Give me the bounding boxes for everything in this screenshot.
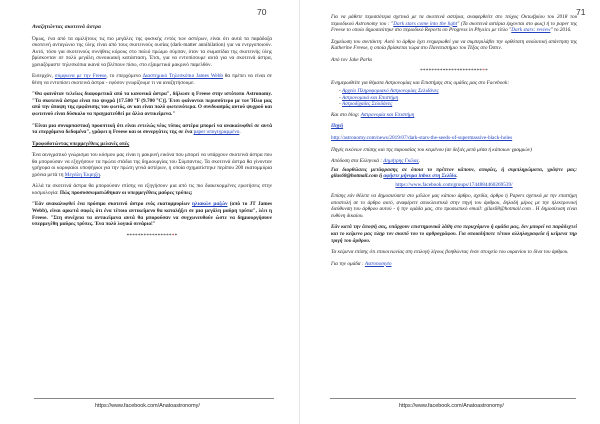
- team-credit: Για την ομάδα : Αstronomyto: [331, 260, 392, 267]
- link[interactable]: Αρχείο Πληροφοριακό Αστρονομίας Σελιδάνες: [341, 88, 439, 95]
- list-item: - Αρχείο Πληροφοριακό Αστρονομίας Σελιδάνες: [339, 88, 439, 95]
- quote-paragraph: "Εάν ανακαλυφθεί ένα πρόσιμο σκοτεινό άστρο ενός εκατομμυρίων ηλιακών μαζών (από το JT James Webb), είναι αρκετά σαφές ότι ένα τέτοιο αντικείμενο θα καταλήξει σε μια μεγάλη μαύρη τρύπα", λέει η Freese. "Στη συνέχεια τα αντικείμενα αυτά θα μπορούσαν να συγχωνευθούν ώστε να δημιουργήσουν υπερμεγέθη μαύρες τρύπες. Ένα πολύ λογικό σενάριο!": [32, 201, 273, 228]
- source-url[interactable]: http://astronomy.com/news/2019/07/dark-stars-the-seeds-of-supermassive-black-holes: [331, 134, 513, 141]
- blog-line: Και στο blog: Αστρονομία και Επιστήμη: [331, 111, 415, 118]
- footer-divider: [34, 398, 274, 399]
- right-page: [300, 0, 600, 424]
- source-heading[interactable]: Πηγή: [331, 123, 344, 130]
- quote-paragraph: "Θα φαινόταν τελείως διαφορετικά από τα κανονικά άστρα", δήλωσε η Freese στην ιστότοπο Astronomy. "Τα σκοτεινά άστρα είναι πιο ψυχρά [17.500 °F (9.700 °C)]. Έτσι φαίνονται περισσότερο με τον Ήλιο μας από την άποψη της εμφάνισης του φωτός, αν και είναι πολύ φωτεινότερα. Ο συνδυασμός αυτού ψυχρού και φωτεινού είναι δύσκολο να πραγματεύθεί με άλλα αντικείμενα.": [32, 91, 272, 118]
- link[interactable]: Δημήτρης Γκίλας: [383, 158, 419, 165]
- paragraph: Ένα αινιγματικό γνώρισμα του κόσμου μας είναι η μακρινή εικόνα που μπορεί να υπάρχουν σκοτεινά άστρα που θα μπορούσαν να εξηγήσουν τα πρώτα στάδια της δημιουργίας του Σύμπαντος. Τα σκοτεινά άστρα θα γίνονταν γρήγορα οι κορυφαίοι υποψήφιοι για την πρώτη γενιά αστέρων, η οποία σχηματίστηκε περίπου 200 εκατομμύρια χρόνια μετά τη Μεγάλη Έκρηξη.: [32, 152, 272, 178]
- thanks-note: Τα κείμενα επίσης ότι επικοινωνίας στη επιλογή λίγους βοηθώντας έναν στοιχείο του ουρανίου το δίνα του άρθρου.: [331, 249, 569, 256]
- author-line: Από τον Jake Parks: [331, 56, 373, 63]
- editor-note: Σημείωση του συντάκτη: Αυτό το άρθρο έχει ενημερωθεί για να συμπεριλάβει την ορθότατη αναλυτική απάντηση της Katherine Freese, η οποία βρίσκεται τώρα στο Πανεπιστήμιο του Τέξας στο Όστιν.: [331, 38, 577, 52]
- link[interactable]: Μεγάλη Έκρηξη: [64, 171, 101, 178]
- link[interactable]: σύμφωνα με την Freese: [54, 73, 107, 80]
- footer-divider: [330, 398, 576, 399]
- subheading: Τροφοδοτώντας υπερμεγέθεις μελανές οπές: [32, 140, 130, 147]
- quote-paragraph: "Είναι μια συναρπαστική προοπτική ότι είναι εντελώς νέος τύπος αστέρα μπορεί να ανακαλυφθεί σε αυτά τα επερχόμενα δεδομένα", γράφει η Freese και οι συνεργάτες της σε ένα paper υπογεγραμμένο.: [32, 122, 272, 136]
- paragraph: Για να μάθετε περισσότερα σχετικά με τα σκοτεινά αστέρια, αναφερθείτε στο τεύχος Οκτωβρίου του 2018 του περιοδικού Astronomy του : "Dark stars come into the light" (Τα σκοτεινά αστέρια έρχονται στο φως) ή το paper της Freese το οποίο δημοσιεύτηκε στο περιοδικό Reports on Progress in Physics με τίτλο "Dark stars: review" το 2016.: [331, 14, 578, 34]
- link[interactable]: Αstronomyto: [364, 260, 392, 267]
- closing-note: Εάν κατά την άποψή σας, υπάρχουν επιστημονικά λάθη στο περιεχόμενο ή ομάδα μας, δεν μπορεί να παράδεχτεί και το κείμενο μας πληρ τον σκοπό του το αρθρογράφου. Για οποιαδήποτε τέτοιο αλληλογραφεία ή κείμενα τηρ τριγή του άρθρου.: [331, 224, 577, 244]
- paragraph: Εισερχόν, σύμφωνα με την Freese, το επερχόμενο Διαστημικό Τηλεσκόπιο James Webb θα πρέπει να είναι σε θέση να εντοπίσει σκοτεινά άστρα - εφόσον γνωρίζουμε τι να αναζητήσουμε.: [32, 73, 273, 86]
- link[interactable]: Διαστημικό Τηλεσκόπιο James Webb: [142, 73, 223, 80]
- left-column: [32, 24, 272, 244]
- link[interactable]: ηλιακών μαζών: [192, 201, 228, 208]
- link[interactable]: Αστρονομικά και Επιστήμη: [341, 94, 399, 101]
- link[interactable]: paper υπογεγραμμένο: [193, 129, 240, 136]
- separator-stars: ************************: [420, 68, 488, 75]
- right-column: [331, 14, 577, 272]
- image-note: Πηγές εικόνων επίσης και της παρουσίας του κειμένου (σε δεξιές μετά μέσα ή κάποιων γραμμών): [331, 146, 533, 153]
- separator-stars: ******************: [126, 232, 178, 239]
- footer-url[interactable]: https://www.facebook.com/Anatoastronomy/: [95, 403, 200, 409]
- section-heading: Αναζητώντας σκοτεινά άστρα: [32, 24, 102, 30]
- list-item: - Αστροδίχαδες Σελιδάνες: [339, 101, 393, 108]
- corrections-note: Για διορθώσεις μετάφρασης σε όποια το πρέπτον κάπουν, απορίες, ή συμπληρώματα, γράψτε μας: gilas68@hotmail.com ή αφήστε μήνυμα inbox στη Σελίδα.: [331, 166, 577, 180]
- link[interactable]: Αστροδίχαδες Σελιδάνες: [341, 101, 393, 108]
- link[interactable]: Dark stars: review: [511, 27, 551, 34]
- list-item: - Αστρονομικά και Επιστήμη: [339, 94, 399, 101]
- link[interactable]: αφήστε μήνυμα inbox στη Σελίδα: [383, 173, 457, 180]
- facebook-group-list: [339, 88, 577, 108]
- page-number: 70: [257, 7, 267, 17]
- paragraph: Αλλά τα σκοτεινά άστρα θα μπορούσαν επίσης να εξηγήσουν μια από τις πιο διακεκομμένες ερωτήσεις στην κοσμολογία: Πώς προσυσσωματώθηκαν οι υπερμεγέθεις μαύρες τρύπες;: [32, 183, 272, 196]
- footer-url[interactable]: https://www.facebook.com/Anatoastronomy/: [399, 403, 504, 409]
- paragraph: Όμως, ένα από τα αμιλήτους τις πιο μεγάλες της φυσικής εντός των αστέρων, είναι ότι αυτά τα παράδοξα σκοτεινή ανταγώνιο της ύλης είναι από τους σκοτεινούς ουσίας (dark-matter annihilation) για να ενεργοποιούν. Αυτό, τόσο για σκοτεινούς συνήθεις κόρους στο παλιό πρώιμο σύμπαν, όταν τα σωματίδια της σκοτεινής ύλης βρίσκονταν σε πολύ μεγάλη συνοικιακή κατάσταση. Έτσι, για να εντοπίσουμε αυτά για να σκοτεινά άστρα, χρειαζόμαστε τηλεσκόπια ικανά να βλέπουν πίσω, στο εξαιρετικά μακρινό παρελθόν.: [32, 35, 272, 68]
- link[interactable]: Dark stars come into the light: [393, 20, 458, 27]
- facebook-intro: Ενημερωθείτε για θέματα Αστρονομίας και Επιστήμης στις ομάδες μας στο Facebook:: [331, 79, 510, 86]
- link[interactable]: Αστρονομία και Επιστήμη: [360, 111, 415, 118]
- page-number: 71: [576, 7, 586, 17]
- translation-credit: Απόδοση στα Ελληνικά : Δημήτρης Γκίλας.: [331, 158, 421, 165]
- facebook-group-link[interactable]: https://www.facebook.com/groups/1744884460269539/: [395, 181, 513, 188]
- copyright-note: Επίσης εάν θέλετε να δημοσιεύσετε στο μέλλον μας κάποιο άρθρο, σχεδία, άρθρο ή Papers σχετικά με την επιστήμη αποστολή σε το άρθρο αυτό, αναφέρετε αποκλειστικά στην πηγή του άρθρου, δηλαδή μέρος με την ηλεκτρονική διεύθυνση του άρθρου αυτού - ή την ομάδα μας, στο προσωπικό email: gilas68@hotmail.com . Η δημοσίευση είναι ευθύνη δικαίου.: [331, 193, 577, 219]
